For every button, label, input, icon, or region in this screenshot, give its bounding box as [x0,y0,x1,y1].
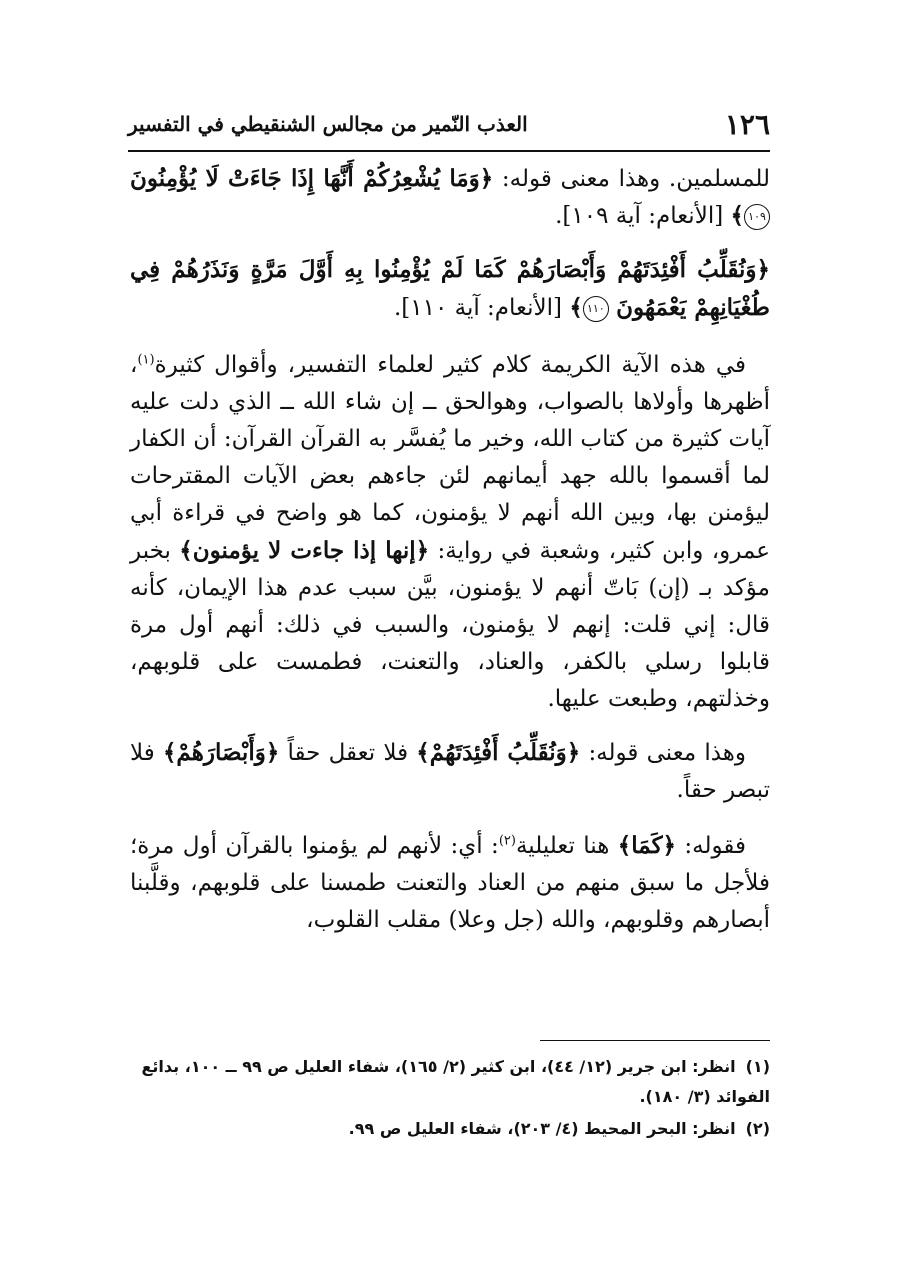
paragraph [130,251,770,327]
text-run: : أي: لأنهم لم يؤمنوا بالقرآن أول مرة؛ فلأجل ما سبق منهم من العناد والتعنت طمسنا على قلوبهم، وقلَّبنا أبصارهم وقلوبهم، والله (جل وعلا) مقلب القلوب، [130,833,770,933]
footnote-text: انظر: ابن جرير (١٢/ ٤٤)، ابن كثير (٢/ ١٦٥)، شفاء العليل ص ٩٩ ــ ١٠٠، بدائع الفوائد (٣/ ١٨٠). [141,1057,770,1106]
ornate-bracket-close: ﴾ [730,203,744,229]
ayah-number-icon: ١٠٩ [744,204,770,230]
body-text [130,160,770,939]
paragraph [130,347,770,718]
quran-verse: وَأَبْصَارَهُمْ [176,739,266,766]
ayah-number-icon: ١١٠ [583,296,609,322]
page-number: ١٢٦ [724,108,770,141]
verse-reference: [الأنعام: آية ١١٠]. [393,295,563,321]
quran-word: كَمَا [631,832,663,859]
text-run: فقوله: [684,833,747,859]
running-title: العذب النّمير من مجالس الشنقيطي في التفسير [128,112,528,136]
text-run: هنا تعليلية [515,833,610,859]
ornate-bracket-open: ﴿ [265,740,280,766]
text-run: ، أظهرها وأولاها بالصواب، وهوالحق ــ إن شاء الله ــ الذي دلت عليه آيات كثيرة من كتاب الله، وخير ما يُفسَّر به القرآن القرآن: أن الكفار لما أقسموا بالله جهد أيمانهم لئن جاءهم بعض الآيات المقترحات ليؤمنن بها، وبين الله أنهم لا يؤمنون، كما هو واضح في قراءة أبي عمرو، وابن كثير، وشعبة في رواية: [130,352,770,564]
ornate-bracket-close: ﴾ [416,740,430,766]
ornate-bracket-open: ﴿ [479,166,494,192]
paragraph [130,827,770,939]
header-rule [128,150,770,152]
footnote-marker: (٢) [498,833,516,849]
quran-reading: إنها إذا جاءت لا يؤمنون [192,537,416,564]
footnote-text: انظر: البحر المحيط (٤/ ٢٠٣)، شفاء العليل ص ٩٩. [348,1119,736,1138]
ornate-bracket-close: ﴾ [179,538,193,564]
ornate-bracket-open: ﴿ [415,538,430,564]
footnote-number: (٢) [745,1119,770,1138]
ornate-bracket-open: ﴿ [662,833,677,859]
footnotes [130,1052,770,1146]
ornate-bracket-open: ﴿ [756,257,770,283]
text-run: وهذا معنى قوله: [588,740,747,766]
footnote-rule [540,1040,770,1041]
text-run: في هذه الآية الكريمة كلام كثير لعلماء التفسير، وأقوال كثيرة [154,352,746,378]
footnote-number: (١) [745,1057,770,1076]
ornate-bracket-close: ﴾ [569,295,583,321]
paragraph [130,734,770,809]
quran-verse: وَنُقَلِّبُ أَفْئِدَتَهُمْ [429,739,567,766]
text-run: فلا تبصر حقاً. [130,740,770,803]
footnote [130,1114,770,1144]
quran-verse: وَنُقَلِّبُ أَفْئِدَتَهُمْ وَأَبْصَارَهُمْ كَمَا لَمْ يُؤْمِنُوا بِهِ أَوَّلَ مَرَّةٍ وَنَذَرُهُمْ فِي طُغْيَانِهِمْ يَعْمَهُونَ [130,256,770,321]
footnote [130,1052,770,1112]
ornate-bracket-close: ﴾ [162,740,177,766]
ornate-bracket-close: ﴾ [617,833,632,859]
text-run: للمسلمين. وهذا معنى قوله: [501,166,770,192]
ornate-bracket-open: ﴿ [566,740,581,766]
quran-verse: وَمَا يُشْعِرُكُمْ أَنَّهَا إِذَا جَاءَتْ لَا يُؤْمِنُونَ [130,165,480,192]
text-run: بخبر مؤكد بـ (إن) بَاتّ أنهم لا يؤمنون، بيَّن سبب عدم هذا الإيمان، كأنه قال: إني قلت: إنهم لا يؤمنون، والسبب في ذلك: أنهم أول مرة قابلوا رسلي بالكفر، والعناد، والتعنت، فطمست على قلوبهم، وخذلتهم، وطبعت عليها. [130,538,770,712]
paragraph [130,160,770,235]
verse-reference: [الأنعام: آية ١٠٩]. [555,203,724,229]
page-header [128,108,770,144]
text-run: فلا تعقل حقاً [287,740,409,766]
footnote-marker: (١) [137,352,155,368]
